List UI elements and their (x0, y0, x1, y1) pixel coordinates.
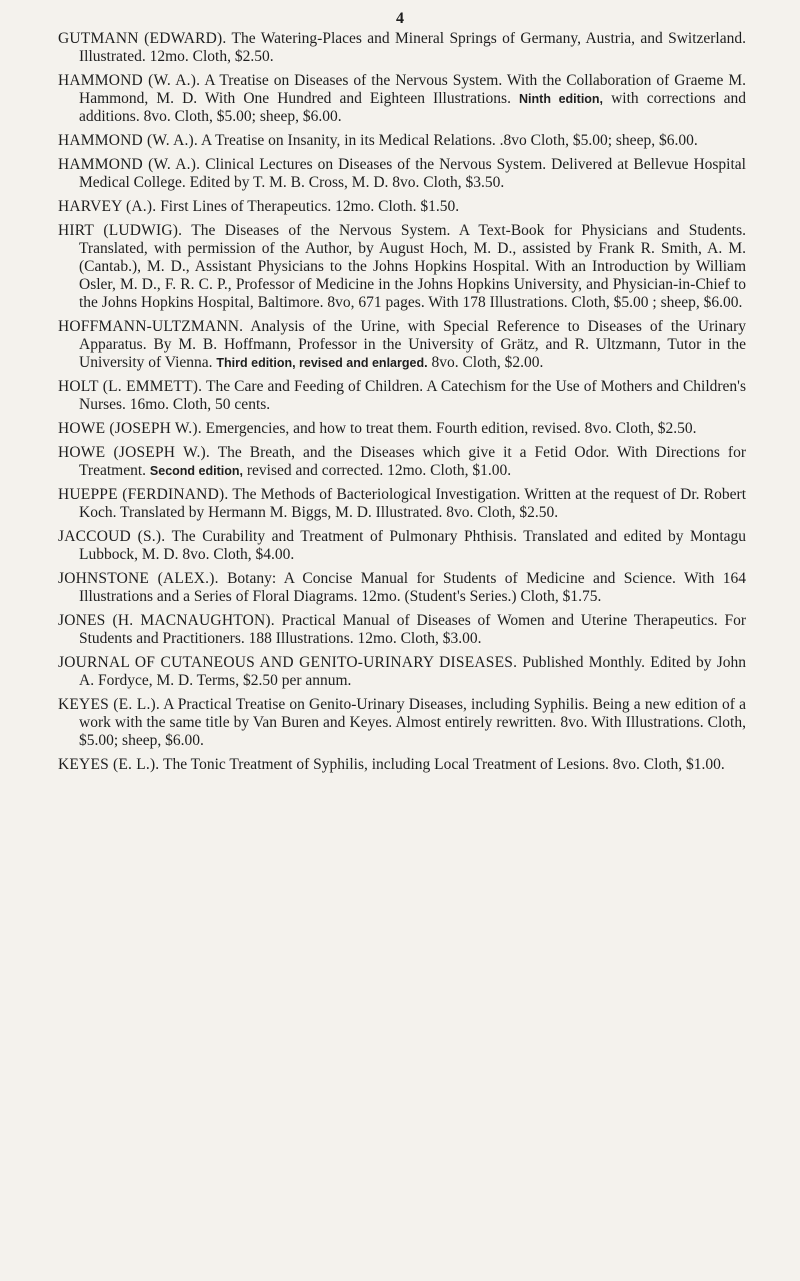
catalog-entry (58, 30, 746, 66)
entry-author: JOHNSTONE (ALEX.). (58, 570, 219, 587)
entry-author: JOURNAL OF CUTANEOUS AND GENITO-URINARY DISEASES. (58, 654, 518, 671)
entry-author: HOFFMANN-ULTZMANN. (58, 318, 244, 335)
catalog-entry (58, 486, 746, 522)
edition-note: Third edition, revised and enlarged. (216, 356, 428, 370)
entry-author: JACCOUD (S.). (58, 528, 166, 545)
entry-text-continued: 8vo. Cloth, $2.00. (427, 354, 544, 371)
entry-author: HOWE (JOSEPH W.). (58, 444, 210, 461)
catalog-entry (58, 570, 746, 606)
entry-author: GUTMANN (EDWARD). (58, 30, 227, 47)
catalog-entry (58, 696, 746, 750)
entry-text: The Watering-Places and Mineral Springs of Germany, Austria, and Switzerland. Illustrated. 12mo. Cloth, $2.50. (79, 30, 746, 65)
entry-text-continued: revised and corrected. 12mo. Cloth, $1.00. (242, 462, 512, 479)
entry-author: HOWE (JOSEPH W.). (58, 420, 202, 437)
entry-text: A Practical Treatise on Genito-Urinary Diseases, including Syphilis. Being a new edition of a work with the same title by Van Buren and Keyes. Almost entirely rewritten. 8vo. With Illustrations. Cloth, $5.00; sheep, $6.00. (79, 696, 746, 749)
catalog-entry (58, 420, 746, 438)
entry-author: HIRT (LUDWIG). (58, 222, 183, 239)
entry-text: First Lines of Therapeutics. 12mo. Cloth. $1.50. (156, 198, 460, 215)
entry-text: Practical Manual of Diseases of Women and Uterine Therapeutics. For Students and Practitioners. 188 Illustrations. 12mo. Cloth, $3.00. (79, 612, 746, 647)
entry-text-continued: with corrections and additions. 8vo. Cloth, $5.00; sheep, $6.00. (79, 90, 746, 125)
catalog-entry (58, 132, 746, 150)
edition-note: Ninth edition, (519, 92, 604, 106)
entry-author: HAMMOND (W. A.). (58, 132, 198, 149)
entry-author: HAMMOND (W. A.). (58, 72, 201, 89)
entry-text: The Methods of Bacteriological Investigation. Written at the request of Dr. Robert Koch. Translated by Hermann M. Biggs, M. D. Illustrated. 8vo. Cloth, $2.50. (79, 486, 746, 521)
catalog-entry (58, 198, 746, 216)
page-number: 4 (396, 10, 404, 27)
entry-text: Published Monthly. Edited by John A. Fordyce, M. D. Terms, $2.50 per annum. (79, 654, 746, 689)
entry-author: HARVEY (A.). (58, 198, 157, 215)
catalog-entry (58, 654, 746, 690)
catalog-entry (58, 528, 746, 564)
catalog-entry (58, 72, 746, 126)
catalog-entry (58, 156, 746, 192)
catalog-entry (58, 612, 746, 648)
entry-author: JONES (H. MACNAUGHTON). (58, 612, 275, 629)
entry-text: A Treatise on Insanity, in its Medical Relations. .8vo Cloth, $5.00; sheep, $6.00. (197, 132, 698, 149)
entry-text: The Curability and Treatment of Pulmonary Phthisis. Translated and edited by Montagu Lubbock, M. D. 8vo. Cloth, $4.00. (79, 528, 746, 563)
entry-author: HUEPPE (FERDINAND). (58, 486, 229, 503)
entry-text: The Breath, and the Diseases which give it a Fetid Odor. With Directions for Treatment. (79, 444, 746, 479)
catalog-entries (58, 30, 746, 780)
catalog-entry (58, 756, 746, 774)
entry-author: HOLT (L. EMMETT). (58, 378, 203, 395)
catalog-entry (58, 444, 746, 480)
entry-text: Analysis of the Urine, with Special Reference to Diseases of the Urinary Apparatus. By M. B. Hoffmann, Professor in the University of Grätz, and R. Ultzmann, Tutor in the University of Vienna. (79, 318, 746, 371)
entry-text: Emergencies, and how to treat them. Fourth edition, revised. 8vo. Cloth, $2.50. (201, 420, 697, 437)
entry-author: HAMMOND (W. A.). (58, 156, 201, 173)
entry-text: A Treatise on Diseases of the Nervous System. With the Collaboration of Graeme M. Hammond, M. D. With One Hundred and Eighteen Illustrations. (79, 72, 746, 107)
entry-author: KEYES (E. L.). (58, 696, 160, 713)
entry-text: Clinical Lectures on Diseases of the Nervous System. Delivered at Bellevue Hospital Medical College. Edited by T. M. B. Cross, M. D. 8vo. Cloth, $3.50. (79, 156, 746, 191)
entry-text: The Care and Feeding of Children. A Catechism for the Use of Mothers and Children's Nurses. 16mo. Cloth, 50 cents. (79, 378, 747, 413)
entry-author: KEYES (E. L.). (58, 756, 160, 773)
edition-note: Second edition, (149, 464, 243, 478)
entry-text: Botany: A Concise Manual for Students of Medicine and Science. With 164 Illustrations and a Series of Floral Diagrams. 12mo. (Student's Series.) Cloth, $1.75. (79, 570, 746, 605)
catalog-entry (58, 222, 746, 312)
catalog-entry (58, 378, 746, 414)
catalog-entry (58, 318, 746, 372)
entry-text: The Diseases of the Nervous System. A Text-Book for Physicians and Students. Translated, with permission of the Author, by August Hoch, M. D., assisted by Frank R. Smith, A. M. (Cantab.), M. D., Assistant Physicians to the Johns Hopkins Hospital. With an Introduction by William Osler, M. D., F. R. C. P., Professor of Medicine in the Johns Hopkins University, and Physician-in-Chief to the Johns Hopkins Hospital, Baltimore. 8vo, 671 pages. With 178 Illustrations. Cloth, $5.00 ; sheep, $6.00. (79, 222, 746, 311)
entry-text: The Tonic Treatment of Syphilis, including Local Treatment of Lesions. 8vo. Cloth, $1.00. (159, 756, 725, 773)
